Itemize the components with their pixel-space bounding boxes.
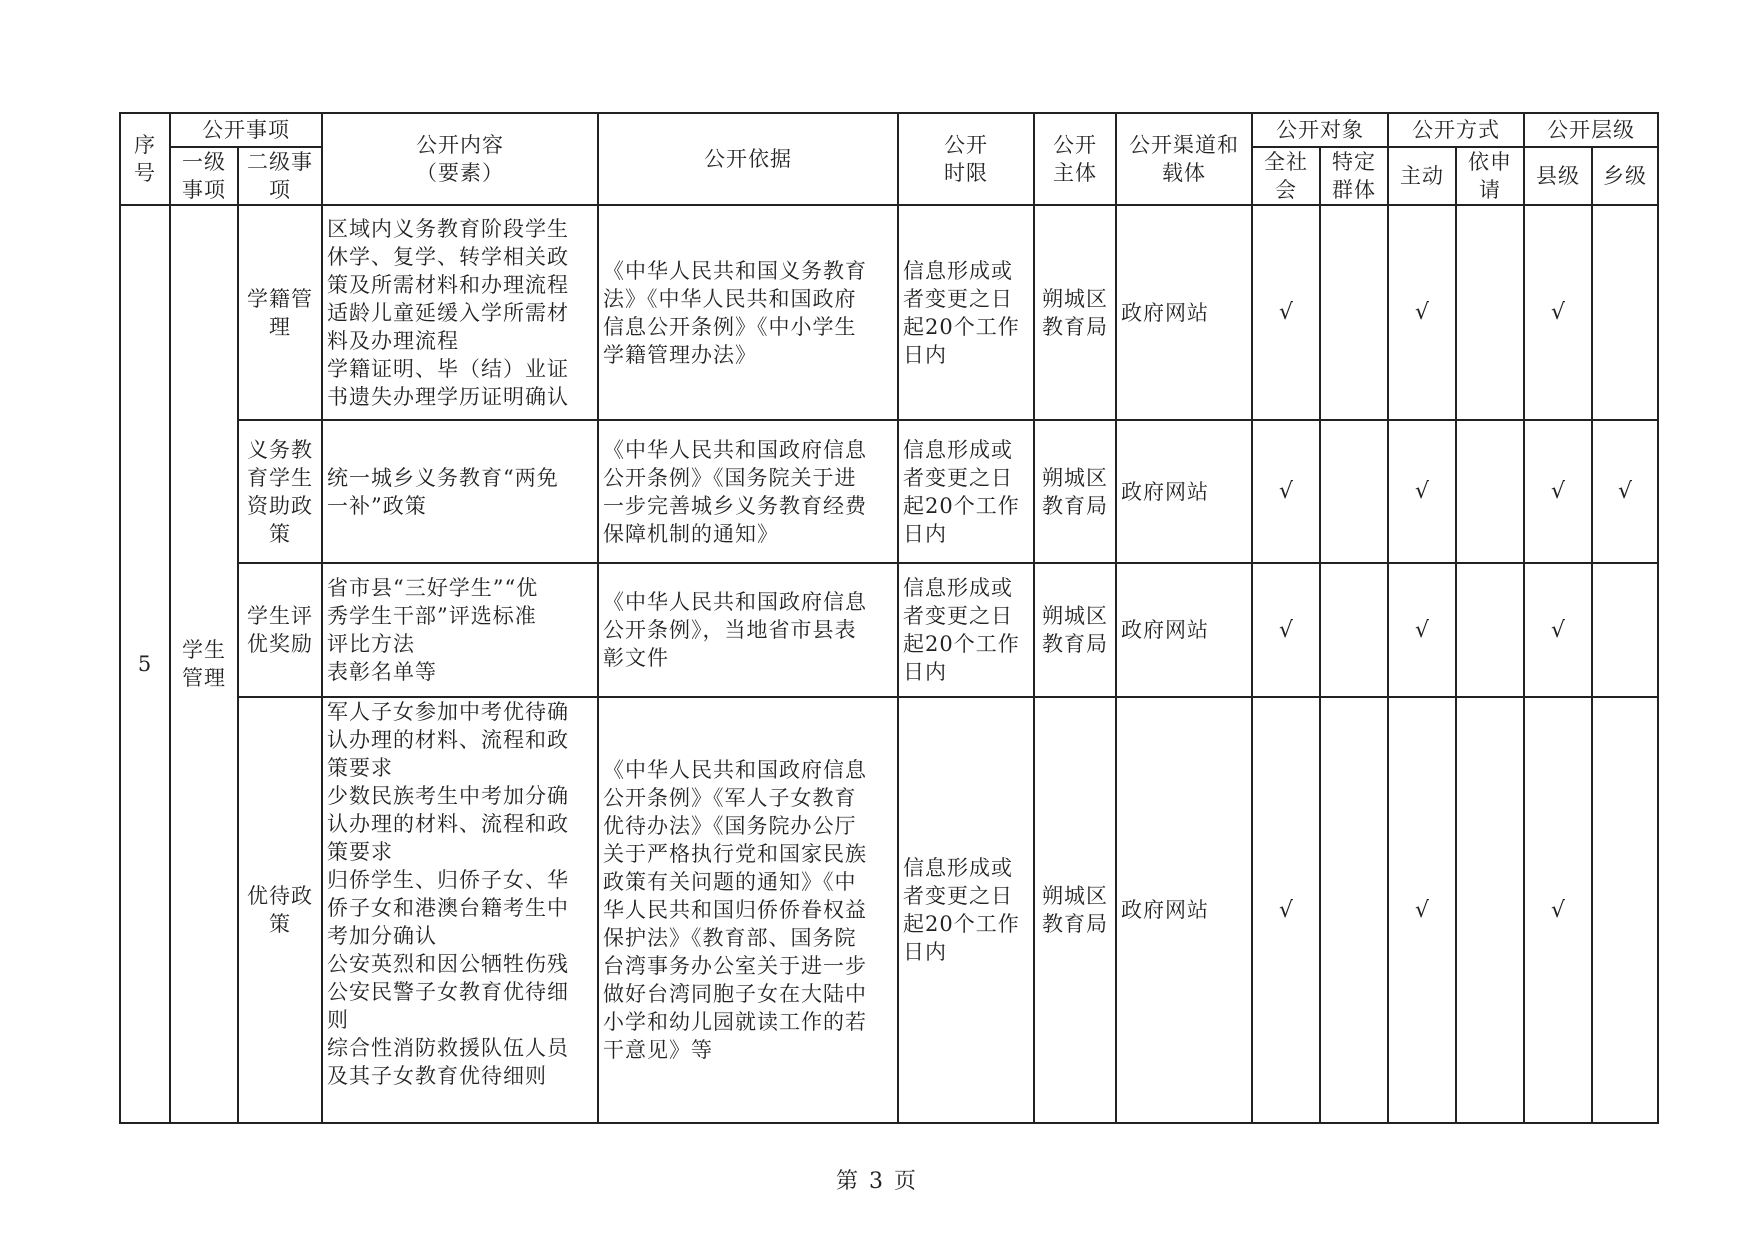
cell-content: 区域内义务教育阶段学生 休学、复学、转学相关政 策及所需材料和办理流程 适龄儿童延缓入学所需材 料及办理流程 学籍证明、毕（结）业证 书遗失办理学历证明确认	[322, 205, 598, 420]
cell-level-town	[1592, 420, 1658, 563]
checkmark-icon: √	[1278, 300, 1294, 325]
header-seq: 序号	[120, 113, 170, 205]
checkmark-icon: √	[1414, 617, 1430, 643]
checkmark-icon: √	[1414, 897, 1430, 923]
cell-target-specific	[1320, 420, 1388, 563]
header-method-request: 依申请	[1456, 147, 1524, 205]
cell-method-request	[1456, 205, 1524, 420]
checkmark-icon: √	[1278, 897, 1294, 923]
cell-level2: 义务教 育学生 资助政 策	[238, 420, 322, 563]
cell-method-request	[1456, 697, 1524, 1123]
header-timelimit: 公开 时限	[898, 113, 1034, 205]
cell-timelimit: 信息形成或 者变更之日 起20个工作 日内	[898, 205, 1034, 420]
header-level2: 二级事 项	[238, 147, 322, 205]
cell-content: 统一城乡义务教育“两免 一补”政策	[322, 420, 598, 563]
header-items: 公开事项	[170, 113, 322, 147]
header-subject: 公开 主体	[1034, 113, 1116, 205]
cell-level-county	[1524, 205, 1592, 420]
cell-subject: 朔城区 教育局	[1034, 697, 1116, 1123]
cell-method-active	[1388, 697, 1456, 1123]
cell-channel: 政府网站	[1116, 420, 1252, 563]
cell-timelimit: 信息形成或 者变更之日 起20个工作 日内	[898, 563, 1034, 697]
header-channel: 公开渠道和 载体	[1116, 113, 1252, 205]
cell-target-all	[1252, 420, 1320, 563]
checkmark-icon: √	[1550, 300, 1566, 325]
table-row	[120, 420, 1658, 563]
cell-basis: 《中华人民共和国政府信息 公开条例》《军人子女教育 优待办法》《国务院办公厅 关于严格执行党和国家民族 政策有关问题的通知》《中 华人民共和国归侨侨眷权益 保护法》《教育部、国务院 台湾事务办公室关于进一步 做好台湾同胞子女在大陆中 小学和幼儿园就读工作的若 干意见》等	[598, 697, 898, 1123]
cell-level2: 优待政 策	[238, 697, 322, 1123]
cell-level2: 学生评 优奖励	[238, 563, 322, 697]
header-row-1	[120, 113, 1658, 147]
cell-level-county	[1524, 563, 1592, 697]
cell-target-all	[1252, 697, 1320, 1123]
table-row	[120, 563, 1658, 697]
cell-target-specific	[1320, 563, 1388, 697]
checkmark-icon: √	[1550, 897, 1566, 923]
cell-level-town	[1592, 563, 1658, 697]
header-level-county: 县级	[1524, 147, 1592, 205]
cell-basis: 《中华人民共和国义务教育 法》《中华人民共和国政府 信息公开条例》《中小学生 学籍管理办法》	[598, 205, 898, 420]
cell-basis: 《中华人民共和国政府信息 公开条例》，当地省市县表 彰文件	[598, 563, 898, 697]
cell-basis: 《中华人民共和国政府信息 公开条例》《国务院关于进 一步完善城乡义务教育经费 保障机制的通知》	[598, 420, 898, 563]
cell-channel: 政府网站	[1116, 205, 1252, 420]
cell-target-all	[1252, 563, 1320, 697]
checkmark-icon: √	[1278, 617, 1294, 643]
header-method-active: 主动	[1388, 147, 1456, 205]
table-row	[120, 697, 1658, 1123]
cell-channel: 政府网站	[1116, 563, 1252, 697]
header-level-town: 乡级	[1592, 147, 1658, 205]
disclosure-table	[119, 112, 1659, 1124]
cell-target-all	[1252, 205, 1320, 420]
cell-content: 军人子女参加中考优待确 认办理的材料、流程和政 策要求 少数民族考生中考加分确 认办理的材料、流程和政 策要求 归侨学生、归侨子女、华 侨子女和港澳台籍考生中 考加分确认 公安英烈和因公牺牲伤残 公安民警子女教育优待细 则 综合性消防救援队伍人员 及其子女教育优待细则	[322, 697, 598, 1123]
cell-subject: 朔城区 教育局	[1034, 205, 1116, 420]
table-row	[120, 205, 1658, 420]
cell-method-active	[1388, 563, 1456, 697]
cell-seq: 5	[120, 205, 170, 1123]
header-target-specific: 特定 群体	[1320, 147, 1388, 205]
header-level: 公开层级	[1524, 113, 1658, 147]
cell-level-town	[1592, 697, 1658, 1123]
checkmark-icon: √	[1414, 300, 1430, 325]
header-method: 公开方式	[1388, 113, 1524, 147]
cell-content: 省市县“三好学生”“优 秀学生干部”评选标准 评比方法 表彰名单等	[322, 563, 598, 697]
cell-subject: 朔城区 教育局	[1034, 563, 1116, 697]
checkmark-icon: √	[1550, 617, 1566, 643]
page-number: 第 3 页	[836, 1169, 918, 1194]
checkmark-icon: √	[1617, 479, 1633, 504]
header-content: 公开内容 （要素）	[322, 113, 598, 205]
header-level1: 一级 事项	[170, 147, 238, 205]
cell-method-request	[1456, 563, 1524, 697]
cell-method-request	[1456, 420, 1524, 563]
checkmark-icon: √	[1278, 479, 1294, 504]
cell-channel: 政府网站	[1116, 697, 1252, 1123]
cell-target-specific	[1320, 205, 1388, 420]
cell-level1: 学生 管理	[170, 205, 238, 1123]
cell-subject: 朔城区 教育局	[1034, 420, 1116, 563]
cell-timelimit: 信息形成或 者变更之日 起20个工作 日内	[898, 420, 1034, 563]
cell-method-active	[1388, 420, 1456, 563]
checkmark-icon: √	[1414, 479, 1430, 504]
cell-target-specific	[1320, 697, 1388, 1123]
checkmark-icon: √	[1550, 479, 1566, 504]
cell-level-county	[1524, 697, 1592, 1123]
cell-method-active	[1388, 205, 1456, 420]
cell-level-town	[1592, 205, 1658, 420]
cell-timelimit: 信息形成或 者变更之日 起20个工作 日内	[898, 697, 1034, 1123]
header-target: 公开对象	[1252, 113, 1388, 147]
header-target-all: 全社 会	[1252, 147, 1320, 205]
header-basis: 公开依据	[598, 113, 898, 205]
cell-level2: 学籍管 理	[238, 205, 322, 420]
cell-level-county	[1524, 420, 1592, 563]
